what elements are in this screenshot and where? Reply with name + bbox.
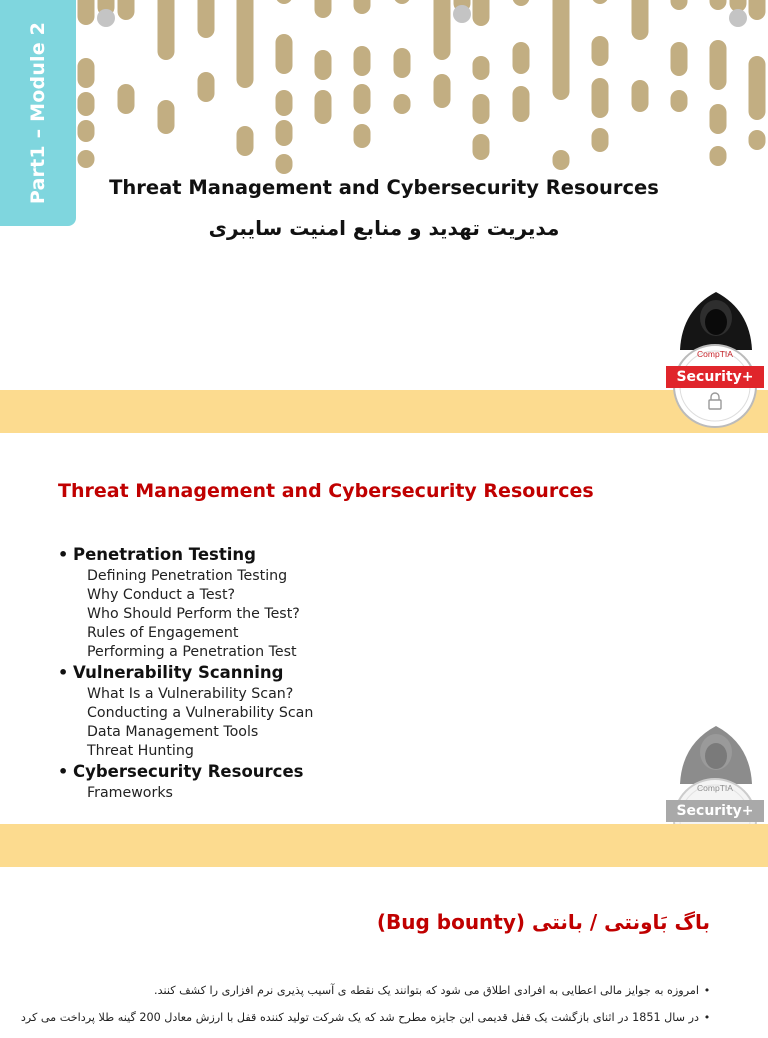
bug-bounty-list — [20, 984, 715, 1038]
pattern-pill — [394, 0, 411, 4]
pattern-pill — [118, 0, 135, 20]
pattern-pill — [237, 0, 254, 88]
pattern-pill — [473, 56, 490, 80]
agenda-title: Threat Management and Cybersecurity Resources — [58, 480, 594, 502]
pattern-pill — [632, 0, 649, 40]
divider-band — [0, 824, 768, 867]
pattern-pill — [237, 126, 254, 156]
badge-label: Security+ — [666, 366, 764, 388]
pattern-pill — [354, 46, 371, 76]
pattern-pill — [632, 80, 649, 112]
agenda-item: Defining Penetration Testing — [87, 568, 288, 584]
pattern-pill — [276, 90, 293, 116]
pattern-pill — [513, 0, 530, 6]
agenda-section — [58, 663, 618, 761]
pattern-pill — [198, 0, 215, 38]
pattern-pill — [671, 42, 688, 76]
badge-label: Security+ — [666, 800, 764, 822]
bullet-icon: • — [58, 762, 69, 781]
pattern-dot — [97, 9, 115, 27]
agenda-item: What Is a Vulnerability Scan? — [87, 686, 294, 702]
agenda-item: Why Conduct a Test? — [87, 587, 236, 603]
security-plus-badge — [666, 288, 766, 418]
pattern-pill — [710, 40, 727, 90]
bullet-icon: • — [703, 1011, 711, 1024]
pattern-pill — [749, 130, 766, 150]
agenda-section — [58, 762, 618, 803]
pattern-pill — [553, 150, 570, 170]
pattern-pill — [354, 0, 371, 14]
pattern-pill — [592, 0, 609, 4]
pattern-pill — [276, 154, 293, 174]
agenda-item: Rules of Engagement — [87, 625, 239, 641]
badge-brand: CompTIA — [697, 349, 733, 359]
pattern-pill — [710, 104, 727, 134]
pattern-pill — [434, 0, 451, 60]
pattern-pill — [276, 0, 293, 4]
agenda-item: Conducting a Vulnerability Scan — [87, 705, 314, 721]
pattern-pill — [78, 58, 95, 88]
pattern-pill — [394, 48, 411, 78]
pattern-pill — [198, 72, 215, 102]
pattern-pill — [749, 56, 766, 120]
pattern-pill — [158, 100, 175, 134]
section-heading: Vulnerability Scanning — [73, 663, 284, 682]
section-heading: Cybersecurity Resources — [73, 762, 304, 781]
pattern-pill — [473, 94, 490, 124]
pattern-pill — [118, 84, 135, 114]
agenda-item: Performing a Penetration Test — [87, 644, 297, 660]
pattern-pill — [276, 34, 293, 74]
pattern-pill — [749, 0, 766, 20]
list-item: • در سال 1851 در اثنای بازگشت یک قفل قدیمی این جایزه مطرح شد که یک شرکت تولید کننده قفل با ارزش معادل 200 گینه طلا پرداخت می کرد — [60, 1011, 715, 1038]
pattern-pill — [513, 42, 530, 74]
agenda-item: Data Management Tools — [87, 724, 259, 740]
pattern-dot — [729, 9, 747, 27]
pattern-pill — [710, 146, 727, 166]
pattern-pill — [553, 0, 570, 100]
pattern-pill — [315, 0, 332, 18]
title-slide — [0, 0, 768, 390]
pattern-pill — [78, 150, 95, 168]
agenda-item: Frameworks — [87, 785, 173, 801]
bug-bounty-title: باگ بَاونتی / بانتی (Bug bounty) — [376, 910, 710, 934]
section-heading: Penetration Testing — [73, 545, 256, 564]
module-tab-label: Part1 – Module 2 — [27, 21, 50, 205]
divider-band — [0, 390, 768, 433]
pattern-pill — [592, 128, 609, 152]
pattern-pill — [354, 84, 371, 114]
pattern-pill — [671, 0, 688, 10]
pattern-pill — [354, 124, 371, 148]
agenda-item: Who Should Perform the Test? — [87, 606, 300, 622]
decorative-pattern — [0, 0, 768, 180]
pattern-pill — [394, 94, 411, 114]
pattern-pill — [513, 86, 530, 122]
pattern-pill — [592, 36, 609, 66]
pattern-pill — [434, 74, 451, 108]
pattern-pill — [158, 0, 175, 60]
slide-title-en: Threat Management and Cybersecurity Resources — [109, 176, 659, 199]
pattern-pill — [78, 92, 95, 116]
pattern-pill — [315, 50, 332, 80]
bullet-icon: • — [58, 545, 69, 564]
bullet-icon: • — [58, 663, 69, 682]
pattern-pill — [276, 120, 293, 146]
agenda-outline — [58, 545, 618, 803]
pattern-pill — [473, 134, 490, 160]
pattern-pill — [78, 120, 95, 142]
pattern-pill — [78, 0, 95, 25]
list-item: • امروزه به جوایز مالی اعطایی به افرادی اطلاق می شود که بتوانند یک نقطه ی آسیب پذیری نرم افزاری را کشف کنند. — [60, 984, 715, 1011]
agenda-item: Threat Hunting — [87, 743, 194, 759]
badge-brand: CompTIA — [697, 783, 733, 793]
pattern-dot — [453, 5, 471, 23]
slide-title-fa: مدیریت تهدید و منابع امنیت سایبری — [208, 216, 560, 240]
bullet-icon: • — [703, 984, 711, 997]
pattern-pill — [315, 90, 332, 124]
pattern-pill — [592, 78, 609, 118]
pattern-pill — [710, 0, 727, 10]
agenda-section — [58, 545, 618, 662]
pattern-pill — [473, 0, 490, 26]
pattern-pill — [671, 90, 688, 112]
